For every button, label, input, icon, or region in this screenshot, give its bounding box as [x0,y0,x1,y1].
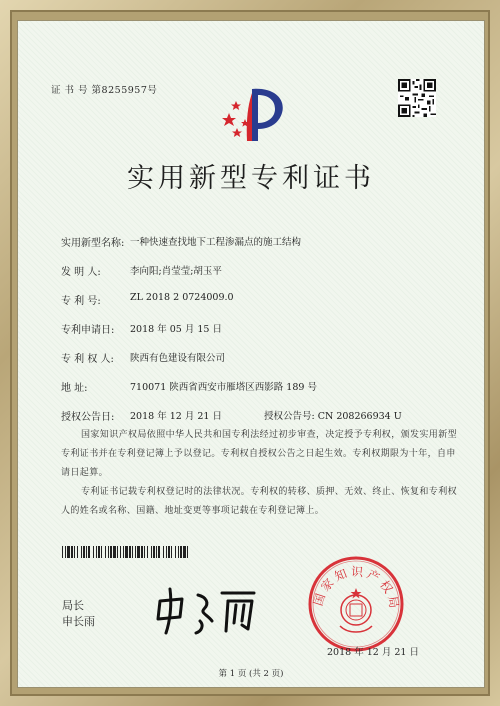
field-label-patentee: 专 利 权 人: [61,354,114,365]
seal-text: 国家知识产权局 [310,564,402,613]
paragraph-grant-statement: 国家知识产权局依照中华人民共和国专利法经过初步审查，决定授予专利权，颁发实用新型专利证书并在专利登记簿上予以登记。专利权自授权公告之日起生效。专利权期限为十年，自申请日起算。 [61,430,458,478]
field-value-address: 710071 陕西省西安市雁塔区西影路 189 号 [130,382,317,393]
field-value-patentee: 陕西有色建设有限公司 [130,353,226,364]
field-value-announcement-number: 授权公告号: CN 208266934 U [264,411,402,422]
field-label-patent-number: 专 利 号: [61,296,101,307]
certificate-title: 实用新型专利证书 [127,163,375,194]
field-label-address: 地 址: [61,383,88,394]
field-label-announcement-date: 授权公告日: [61,412,115,423]
issue-date: 2018 年 12 月 21 日 [327,647,419,658]
director-name: 申长雨 [62,615,95,628]
field-label-inventors: 发 明 人: [61,267,101,278]
field-value-patent-number: ZL 2018 2 0724009.0 [130,292,234,303]
patent-office-logo-icon [222,83,290,145]
director-title: 局长 [62,599,84,612]
certificate-number: 证 书 号 第8255957号 [51,85,158,96]
field-value-application-date: 2018 年 05 月 15 日 [130,324,222,335]
signature-icon [148,581,268,637]
seal-icon [306,554,406,654]
field-value-announcement-date: 2018 年 12 月 21 日 [130,411,222,422]
field-label-application-date: 专利申请日: [61,325,115,336]
field-value-utility-model-name: 一种快速查找地下工程渗漏点的施工结构 [130,237,302,248]
paragraph-legal-status: 专利证书记载专利权登记时的法律状况。专利权的转移、质押、无效、终止、恢复和专利权人的姓名或名称、国籍、地址变更等事项记载在专利登记簿上。 [61,487,458,516]
field-value-inventors: 李向阳;肖莹莹;胡玉平 [130,266,222,277]
barcode-icon [62,546,190,558]
certificate-paper [17,20,485,688]
field-label-utility-model-name: 实用新型名称: [61,238,125,249]
page-number: 第 1 页 (共 2 页) [218,669,284,679]
qr-code-icon [398,79,436,117]
